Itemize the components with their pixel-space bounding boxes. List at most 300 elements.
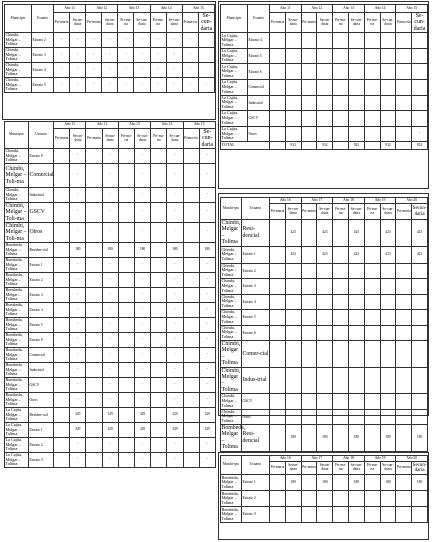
row-municipio: Bombeda, Melgar – Tolima	[5, 273, 29, 288]
table-chimbi-top	[4, 4, 215, 93]
value-cell	[333, 246, 349, 263]
row-municipio: La Cajita, Melgar – Tolima	[5, 423, 29, 438]
value-cell: -	[134, 378, 150, 393]
value-cell: -	[150, 48, 166, 63]
table-row	[221, 64, 428, 80]
value-cell	[301, 394, 317, 410]
value-cell: -	[102, 318, 118, 333]
value-cell: -	[199, 303, 215, 318]
header-year: Año 14	[150, 5, 182, 13]
value-cell	[118, 423, 134, 438]
value-cell	[364, 263, 380, 279]
header-year: Año 15	[396, 5, 428, 13]
row-usuario: Comercial	[29, 163, 54, 187]
header-usuario: Usuario	[248, 5, 270, 33]
row-usuario: Estrato 6	[248, 64, 270, 80]
value-cell: 180	[134, 243, 150, 258]
row-usuario: Estrato 3	[32, 48, 54, 63]
value-cell	[183, 378, 199, 393]
value-cell	[118, 222, 134, 242]
value-cell	[301, 126, 317, 142]
value-cell: 180	[70, 243, 86, 258]
value-cell: -	[134, 258, 150, 273]
row-municipio: Chimbi, Melgar – Tolima	[5, 78, 32, 93]
header-year: Año 13	[333, 5, 365, 13]
row-municipio: La Cajita, Melgar – Tolima	[221, 48, 248, 64]
value-cell: -	[167, 222, 183, 242]
header-secundaria: Secun-daria	[70, 13, 86, 33]
value-cell	[396, 341, 412, 368]
value-cell: -	[102, 187, 118, 202]
value-cell	[333, 310, 349, 326]
total-value: 932	[380, 142, 396, 150]
row-municipio: Chimbi, Melgar – Tolima	[221, 367, 241, 393]
header-municipio: Municipio	[221, 5, 248, 33]
value-cell	[118, 303, 134, 318]
value-cell	[317, 394, 333, 410]
row-usuario: Estrato 1	[242, 475, 270, 491]
value-cell	[396, 294, 412, 310]
value-cell	[86, 222, 102, 242]
value-cell	[118, 273, 134, 288]
value-cell	[396, 48, 412, 64]
value-cell: 423	[285, 246, 301, 263]
value-cell	[301, 294, 317, 310]
header-year: Año 15	[182, 5, 214, 13]
value-cell	[270, 409, 286, 425]
header-secundaria: Se-cun-daria	[317, 204, 333, 220]
value-cell	[348, 79, 364, 95]
value-cell	[270, 425, 286, 452]
value-cell	[151, 393, 167, 408]
header-year: Año 20	[396, 198, 428, 204]
header-primaria: Pri-ma-ria	[150, 13, 166, 33]
value-cell	[183, 318, 199, 333]
value-cell	[348, 409, 364, 425]
value-cell: -	[70, 348, 86, 363]
value-cell: -	[102, 258, 118, 273]
total-row	[221, 142, 428, 150]
value-cell	[380, 33, 396, 49]
value-cell	[86, 393, 102, 408]
header-primaria: Prima-ria	[182, 13, 198, 33]
value-cell	[54, 423, 70, 438]
value-cell	[364, 95, 380, 111]
row-usuario: Estrato 1	[242, 246, 270, 263]
value-cell	[285, 491, 301, 507]
header-year: Año 15	[183, 122, 215, 129]
table-row	[221, 325, 428, 341]
table-row	[5, 363, 216, 378]
header-secundaria: Se-cun-daria	[285, 204, 301, 220]
value-cell: -	[70, 438, 86, 453]
value-cell	[270, 95, 286, 111]
value-cell	[301, 409, 317, 425]
table-row	[5, 222, 216, 242]
value-cell: -	[199, 163, 215, 187]
table-row	[5, 273, 216, 288]
value-cell	[364, 64, 380, 80]
value-cell	[86, 378, 102, 393]
value-cell: -	[86, 48, 102, 63]
table-row	[5, 303, 216, 318]
table-row	[5, 348, 216, 363]
value-cell	[348, 367, 364, 394]
value-cell: -	[102, 163, 118, 187]
value-cell: 423	[348, 220, 364, 247]
value-cell	[364, 294, 380, 310]
value-cell	[183, 187, 199, 202]
header-primaria: Pri-maria	[270, 462, 286, 475]
row-usuario: Residen-cial	[29, 243, 54, 258]
header-year: Año 20	[396, 456, 428, 462]
value-cell	[151, 163, 167, 187]
row-municipio: Bombeda, Melgar – Tolima	[5, 378, 29, 393]
value-cell	[396, 111, 412, 127]
value-cell	[317, 409, 333, 425]
value-cell: -	[86, 78, 102, 93]
value-cell	[270, 491, 286, 507]
value-cell	[396, 491, 412, 507]
value-cell: -	[134, 318, 150, 333]
value-cell: -	[102, 378, 118, 393]
row-usuario: Estrato 6	[29, 149, 54, 164]
value-cell: 329	[167, 408, 183, 423]
header-year: Año 11	[54, 5, 86, 13]
row-usuario: Resi-dencial	[242, 220, 270, 247]
value-cell	[396, 64, 412, 80]
value-cell	[412, 310, 428, 326]
value-cell: 180	[285, 475, 301, 491]
value-cell	[86, 288, 102, 303]
row-usuario: Estrato 3	[29, 288, 54, 303]
value-cell	[412, 491, 428, 507]
row-municipio: Chimbi, Melgar – Tolima	[5, 63, 32, 78]
value-cell: -	[102, 333, 118, 348]
header-primaria: Pri-ma-ria	[333, 204, 349, 220]
value-cell	[317, 48, 333, 64]
value-cell	[333, 126, 349, 142]
value-cell	[285, 310, 301, 326]
row-municipio: La Cajita, Melgar – Tolima	[5, 438, 29, 453]
value-cell	[333, 507, 349, 523]
row-usuario: Residen-cial	[29, 408, 54, 423]
value-cell	[301, 220, 317, 247]
header-year: Año 17	[301, 198, 333, 204]
value-cell	[301, 491, 317, 507]
header-usuario: Usuario	[29, 122, 54, 149]
value-cell: 329	[134, 408, 150, 423]
row-usuario: Industrial	[248, 95, 270, 111]
value-cell: -	[167, 363, 183, 378]
value-cell	[151, 149, 167, 164]
value-cell	[270, 263, 286, 279]
value-cell: -	[70, 149, 86, 164]
table-row	[221, 507, 428, 523]
value-cell: -	[102, 348, 118, 363]
header-usuario: Usuario	[32, 5, 54, 33]
value-cell	[151, 423, 167, 438]
total-value: 932	[285, 142, 301, 150]
value-cell	[301, 95, 317, 111]
value-cell: -	[199, 222, 215, 242]
value-cell	[348, 325, 364, 341]
value-cell: -	[134, 303, 150, 318]
total-label: TOTAL	[221, 142, 270, 150]
value-cell	[364, 409, 380, 425]
value-cell: -	[166, 48, 182, 63]
value-cell	[412, 111, 428, 127]
value-cell	[198, 63, 214, 78]
value-cell	[317, 126, 333, 142]
value-cell	[54, 149, 70, 164]
value-cell: 180	[380, 475, 396, 491]
header-secundaria: Se-cun-daria	[134, 129, 150, 149]
value-cell	[317, 507, 333, 523]
value-cell: -	[118, 33, 134, 48]
value-cell	[151, 318, 167, 333]
row-municipio: La Cajita, Melgar – Tolima	[221, 64, 248, 80]
value-cell: -	[102, 33, 118, 48]
value-cell: -	[134, 288, 150, 303]
row-municipio: La Cajita, Melgar – Tolima	[5, 408, 29, 423]
value-cell	[118, 333, 134, 348]
table-row	[221, 111, 428, 127]
total-value	[301, 142, 317, 150]
value-cell: -	[134, 393, 150, 408]
header-secundaria: Se-cun-daria	[166, 13, 182, 33]
header-secundaria: Secun-daria	[412, 462, 427, 473]
value-cell: -	[134, 63, 150, 78]
value-cell	[364, 341, 380, 368]
value-cell	[348, 33, 364, 49]
value-cell: -	[102, 78, 118, 93]
value-cell	[86, 243, 102, 258]
header-primaria: Pri-ma-ria	[364, 13, 380, 33]
value-cell	[301, 425, 317, 452]
header-primaria: Pri-ma-ria	[333, 462, 349, 475]
row-usuario: Comer-cial	[242, 341, 270, 368]
value-cell	[301, 341, 317, 368]
value-cell	[54, 163, 70, 187]
row-municipio: Chimbi, Melgar – Tolima	[221, 325, 242, 341]
row-usuario: Estrato 5	[248, 48, 270, 64]
value-cell: -	[199, 363, 215, 378]
value-cell: -	[167, 333, 183, 348]
value-cell: -	[118, 48, 134, 63]
row-usuario: Estrato 2	[242, 263, 270, 279]
value-cell: -	[199, 187, 215, 202]
header-year: Año 11	[270, 5, 302, 13]
row-municipio: La Cajita, Melgar – Tolima	[5, 453, 29, 468]
header-secundaria: Se-cun-daria	[380, 13, 396, 33]
value-cell	[348, 48, 364, 64]
value-cell	[151, 258, 167, 273]
value-cell	[270, 126, 286, 142]
table-row	[5, 149, 216, 164]
value-cell: -	[134, 48, 150, 63]
value-cell: -	[134, 438, 150, 453]
value-cell	[301, 310, 317, 326]
row-usuario: GSCV	[29, 378, 54, 393]
value-cell: 423	[317, 220, 333, 247]
table-row	[5, 288, 216, 303]
table-row	[221, 246, 428, 263]
value-cell	[183, 363, 199, 378]
row-municipio: Bombeda, Melgar – Tolima	[5, 363, 29, 378]
row-usuario: Estrato 6	[242, 325, 270, 341]
value-cell	[86, 423, 102, 438]
value-cell: -	[102, 149, 118, 164]
header-primaria: Pri-ma-ria	[151, 129, 167, 149]
value-cell	[86, 408, 102, 423]
value-cell	[396, 325, 412, 341]
value-cell	[183, 149, 199, 164]
row-municipio: La Cajita, Melgar – Tolima	[221, 95, 248, 111]
value-cell: -	[134, 163, 150, 187]
header-primaria: Pri-maria	[396, 204, 412, 220]
header-secundaria: Se-cun-daria	[380, 462, 396, 475]
table-row	[5, 163, 216, 187]
value-cell	[54, 363, 70, 378]
value-cell: -	[167, 288, 183, 303]
header-municipio: Munici-pio	[221, 456, 242, 475]
value-cell: 329	[199, 423, 215, 438]
table-row	[5, 333, 216, 348]
value-cell	[270, 33, 286, 49]
value-cell	[151, 408, 167, 423]
value-cell: -	[102, 393, 118, 408]
value-cell	[86, 363, 102, 378]
header-secundaria: Se-cun-daria	[167, 129, 183, 149]
table-row	[221, 341, 428, 368]
value-cell: -	[167, 187, 183, 202]
value-cell	[317, 79, 333, 95]
value-cell	[396, 263, 412, 279]
value-cell	[396, 279, 412, 295]
value-cell: 180	[412, 475, 428, 491]
row-municipio: Bombeda, Melgar – Tolima	[5, 288, 29, 303]
row-usuario: Industrial	[29, 187, 54, 202]
header-secundaria: Se-cun-daria	[199, 129, 215, 149]
value-cell	[396, 475, 412, 491]
value-cell: -	[70, 78, 86, 93]
value-cell	[270, 341, 286, 368]
value-cell	[380, 48, 396, 64]
value-cell	[396, 367, 412, 394]
header-usuario: Usuario	[242, 456, 270, 475]
value-cell	[118, 258, 134, 273]
value-cell	[54, 453, 70, 468]
value-cell	[380, 367, 396, 394]
value-cell: 180	[380, 425, 396, 452]
value-cell	[301, 367, 317, 394]
value-cell: -	[70, 258, 86, 273]
value-cell	[348, 491, 364, 507]
value-cell	[183, 163, 199, 187]
value-cell	[364, 507, 380, 523]
header-secundaria: Secun-daria	[102, 129, 118, 149]
row-municipio: Chimbi, Melgar – Tolima	[221, 294, 242, 310]
table-row	[5, 63, 215, 78]
total-value: 932	[348, 142, 364, 150]
value-cell	[183, 408, 199, 423]
value-cell	[270, 48, 286, 64]
value-cell: -	[412, 126, 428, 142]
value-cell: -	[150, 63, 166, 78]
header-secundaria: Secun-daria	[285, 462, 301, 475]
value-cell	[412, 33, 428, 49]
value-cell	[380, 79, 396, 95]
value-cell	[118, 149, 134, 164]
value-cell	[285, 367, 301, 394]
row-usuario: Estrato 3	[242, 507, 270, 523]
value-cell	[333, 279, 349, 295]
value-cell	[270, 294, 286, 310]
value-cell	[270, 79, 286, 95]
value-cell	[364, 111, 380, 127]
value-cell	[301, 325, 317, 341]
value-cell	[412, 341, 428, 368]
value-cell	[285, 64, 301, 80]
value-cell	[317, 33, 333, 49]
header-primaria: Pri-ma-ria	[364, 204, 380, 220]
header-secundaria: Secun-daria	[317, 462, 333, 475]
value-cell	[86, 202, 102, 222]
value-cell	[396, 220, 412, 247]
value-cell	[364, 246, 380, 263]
header-year: Año 17	[301, 456, 333, 462]
value-cell	[118, 348, 134, 363]
value-cell	[86, 187, 102, 202]
value-cell: -	[199, 348, 215, 363]
value-cell	[348, 294, 364, 310]
value-cell	[348, 341, 364, 368]
header-year: Año 19	[364, 198, 396, 204]
table-row	[221, 126, 428, 142]
row-municipio: Bombeda, Melgar – Tolima	[221, 425, 246, 451]
value-cell	[118, 453, 134, 468]
value-cell	[151, 348, 167, 363]
row-municipio: Chimbi, Melgar – Tolima	[221, 341, 241, 367]
value-cell	[364, 279, 380, 295]
value-cell	[317, 491, 333, 507]
value-cell	[364, 475, 380, 491]
header-primaria: Pri-maria	[270, 204, 286, 220]
table-row	[221, 294, 428, 310]
value-cell	[285, 507, 301, 523]
value-cell	[317, 325, 333, 341]
value-cell	[285, 95, 301, 111]
value-cell	[412, 64, 428, 80]
value-cell: 329	[199, 408, 215, 423]
row-municipio: La Cajita, Melgar – Tolima	[221, 126, 248, 142]
value-cell	[285, 279, 301, 295]
value-cell: -	[150, 78, 166, 93]
header-secundaria: Se-cun-daria	[412, 13, 428, 33]
value-cell	[412, 294, 428, 310]
value-cell	[301, 111, 317, 127]
value-cell	[285, 33, 301, 49]
table-row	[5, 438, 216, 453]
value-cell	[380, 111, 396, 127]
total-value	[333, 142, 349, 150]
value-cell	[317, 279, 333, 295]
value-cell	[396, 507, 412, 523]
table-row	[5, 258, 216, 273]
value-cell	[270, 64, 286, 80]
header-primaria: Pri-maria	[54, 13, 70, 33]
